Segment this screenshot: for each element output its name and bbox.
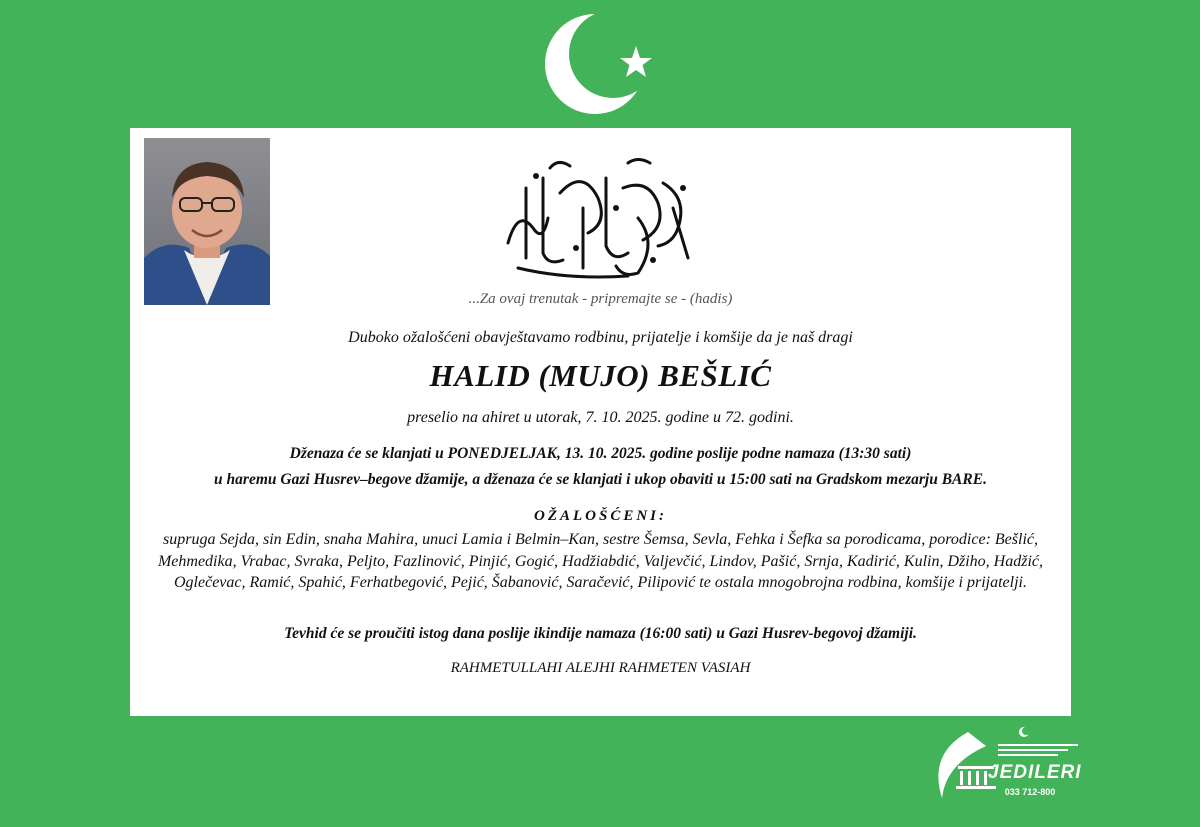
mourners-heading: OŽALOŠĆENI:: [533, 508, 667, 524]
calligraphy-emblem: [488, 148, 703, 288]
obituary-card: [130, 128, 1071, 716]
funeral-info-line-2: u haremu Gazi Husrev–begove džamije, a dženaza će se klanjati i ukop obaviti u 15:00 sati na Gradskom mezarju BARE.: [214, 471, 987, 488]
logo-name: JEDILERI: [988, 762, 1082, 783]
tevhid-info: Tevhid će se proučiti istog dana poslije ikindije namaza (16:00 sati) u Gazi Husrev-begovoj džamiji.: [284, 625, 917, 642]
closing-prayer: RAHMETULLAHI ALEJHI RAHMETEN VASIAH: [450, 660, 751, 676]
hadith-quote: ...Za ovaj trenutak - pripremajte se - (hadis): [468, 291, 733, 307]
mourners-list: supruga Sejda, sin Edin, snaha Mahira, unuci Lamia i Belmin–Kan, sestre Šemsa, Sevla, Fehka i Šefka sa porodicama, porodice: Bešlić, Mehmedika, Vrabac, Svraka, Peljto, Fazlinović, Pinjić, Gogić, Hadžiabdić, Valjevčić, Lindov, Pašić, Srnja, Kadirić, Kulin, Džiho, Hadžić, Oglečevac, Ramić, Spahić, Ferhatbegović, Pejić, Šabanović, Saračević, Pilipović te ostala mnogobrojna rodbina, komšije i prijatelji.: [157, 531, 1044, 591]
death-date-text: preselio na ahiret u utorak, 7. 10. 2025. godine u 72. godini.: [407, 409, 794, 426]
intro-text: Duboko ožalošćeni obavještavamo rodbinu, prijatelje i komšije da je naš dragi: [348, 329, 853, 346]
crescent-star-icon: [545, 12, 657, 116]
portrait-photo: [144, 138, 270, 305]
funeral-info-line-1: Dženaza će se klanjati u PONEDJELJAK, 13. 10. 2025. godine poslije podne namaza (13:30 sati): [289, 445, 912, 462]
deceased-name: HALID (MUJO) BEŠLIĆ: [429, 358, 772, 393]
logo-phone: 033 712-800: [1004, 787, 1056, 797]
